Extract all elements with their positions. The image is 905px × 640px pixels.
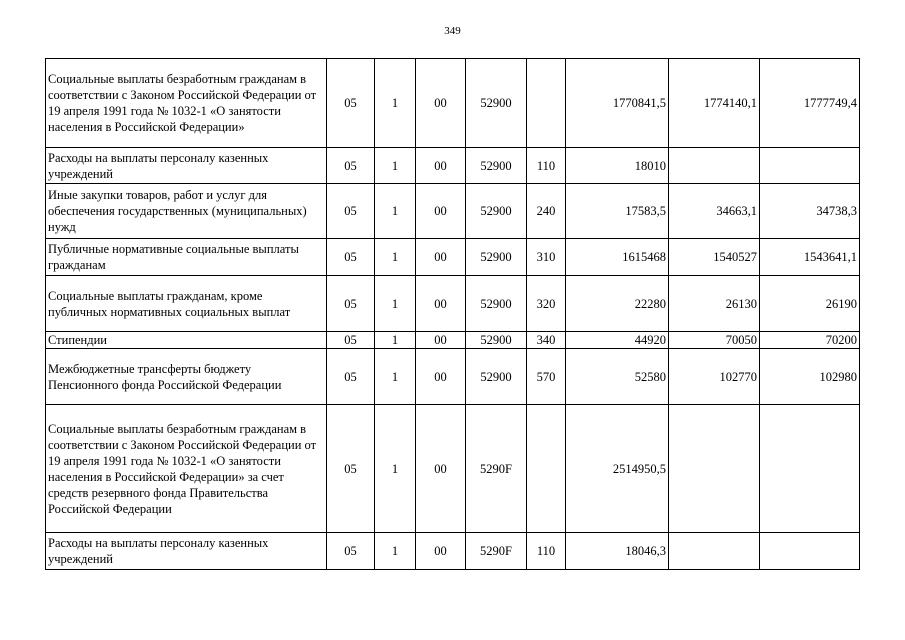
row-name: Иные закупки товаров, работ и услуг для обеспечения государственных (муниципальных) нужд — [46, 184, 327, 239]
row-code-1: 1 — [375, 239, 416, 276]
row-name: Межбюджетные трансферты бюджету Пенсионного фонда Российской Федерации — [46, 349, 327, 405]
row-amount-year-1: 2514950,5 — [566, 405, 669, 533]
row-code-2: 00 — [416, 184, 466, 239]
row-code-3: 52900 — [466, 349, 527, 405]
row-name: Публичные нормативные социальные выплаты гражданам — [46, 239, 327, 276]
table-row — [46, 148, 860, 184]
row-expense-type: 110 — [527, 533, 566, 570]
row-section: 05 — [327, 184, 375, 239]
row-code-3: 5290F — [466, 533, 527, 570]
row-expense-type — [527, 59, 566, 148]
row-code-1: 1 — [375, 148, 416, 184]
row-code-3: 52900 — [466, 239, 527, 276]
row-name: Социальные выплаты гражданам, кроме публичных нормативных социальных выплат — [46, 276, 327, 332]
row-code-1: 1 — [375, 405, 416, 533]
row-amount-year-1: 22280 — [566, 276, 669, 332]
page-number: 349 — [444, 25, 461, 37]
row-code-2: 00 — [416, 148, 466, 184]
row-code-2: 00 — [416, 239, 466, 276]
row-section: 05 — [327, 533, 375, 570]
row-section: 05 — [327, 148, 375, 184]
row-amount-year-1: 52580 — [566, 349, 669, 405]
row-code-2: 00 — [416, 405, 466, 533]
row-expense-type: 310 — [527, 239, 566, 276]
table-row — [46, 332, 860, 349]
row-code-2: 00 — [416, 332, 466, 349]
row-amount-year-2: 102770 — [669, 349, 760, 405]
row-section: 05 — [327, 349, 375, 405]
row-amount-year-2 — [669, 533, 760, 570]
row-amount-year-2: 26130 — [669, 276, 760, 332]
row-amount-year-2: 1774140,1 — [669, 59, 760, 148]
row-expense-type: 320 — [527, 276, 566, 332]
row-amount-year-1: 1770841,5 — [566, 59, 669, 148]
row-expense-type: 110 — [527, 148, 566, 184]
row-amount-year-3: 34738,3 — [760, 184, 860, 239]
row-amount-year-3 — [760, 148, 860, 184]
row-amount-year-2: 34663,1 — [669, 184, 760, 239]
row-expense-type — [527, 405, 566, 533]
row-code-1: 1 — [375, 59, 416, 148]
row-code-1: 1 — [375, 349, 416, 405]
row-name: Социальные выплаты безработным гражданам в соответствии с Законом Российской Федерации от 19 апреля 1991 года № 1032-1 «О занятости населения в Российской Федерации» — [46, 59, 327, 148]
row-amount-year-2: 70050 — [669, 332, 760, 349]
row-amount-year-3: 26190 — [760, 276, 860, 332]
row-code-3: 5290F — [466, 405, 527, 533]
row-code-1: 1 — [375, 184, 416, 239]
row-code-3: 52900 — [466, 59, 527, 148]
row-amount-year-1: 44920 — [566, 332, 669, 349]
row-section: 05 — [327, 59, 375, 148]
row-code-2: 00 — [416, 59, 466, 148]
table-row — [46, 184, 860, 239]
row-expense-type: 240 — [527, 184, 566, 239]
row-amount-year-3: 1543641,1 — [760, 239, 860, 276]
row-amount-year-3: 102980 — [760, 349, 860, 405]
row-section: 05 — [327, 276, 375, 332]
table-row — [46, 239, 860, 276]
row-code-2: 00 — [416, 276, 466, 332]
row-section: 05 — [327, 239, 375, 276]
row-code-3: 52900 — [466, 332, 527, 349]
row-code-3: 52900 — [466, 184, 527, 239]
row-amount-year-3 — [760, 405, 860, 533]
row-name: Расходы на выплаты персоналу казенных учреждений — [46, 533, 327, 570]
row-amount-year-2 — [669, 148, 760, 184]
row-amount-year-3: 70200 — [760, 332, 860, 349]
row-amount-year-1: 18046,3 — [566, 533, 669, 570]
row-section: 05 — [327, 332, 375, 349]
row-code-1: 1 — [375, 533, 416, 570]
row-section: 05 — [327, 405, 375, 533]
row-code-2: 00 — [416, 533, 466, 570]
row-code-3: 52900 — [466, 148, 527, 184]
row-expense-type: 570 — [527, 349, 566, 405]
row-amount-year-1: 18010 — [566, 148, 669, 184]
row-name: Социальные выплаты безработным гражданам в соответствии с Законом Российской Федерации от 19 апреля 1991 года № 1032-1 «О занятости населения в Российской Федерации» за счет средств резервного фонда Правительства Российской Федерации — [46, 405, 327, 533]
row-code-3: 52900 — [466, 276, 527, 332]
budget-table — [45, 58, 860, 570]
table-row — [46, 405, 860, 533]
row-code-1: 1 — [375, 276, 416, 332]
table-row — [46, 349, 860, 405]
row-amount-year-2 — [669, 405, 760, 533]
row-amount-year-1: 17583,5 — [566, 184, 669, 239]
row-code-1: 1 — [375, 332, 416, 349]
row-expense-type: 340 — [527, 332, 566, 349]
row-amount-year-2: 1540527 — [669, 239, 760, 276]
row-code-2: 00 — [416, 349, 466, 405]
table-row — [46, 276, 860, 332]
row-amount-year-3: 1777749,4 — [760, 59, 860, 148]
row-name: Стипендии — [46, 332, 327, 349]
row-amount-year-1: 1615468 — [566, 239, 669, 276]
row-amount-year-3 — [760, 533, 860, 570]
row-name: Расходы на выплаты персоналу казенных учреждений — [46, 148, 327, 184]
table-row — [46, 59, 860, 148]
table-row — [46, 533, 860, 570]
